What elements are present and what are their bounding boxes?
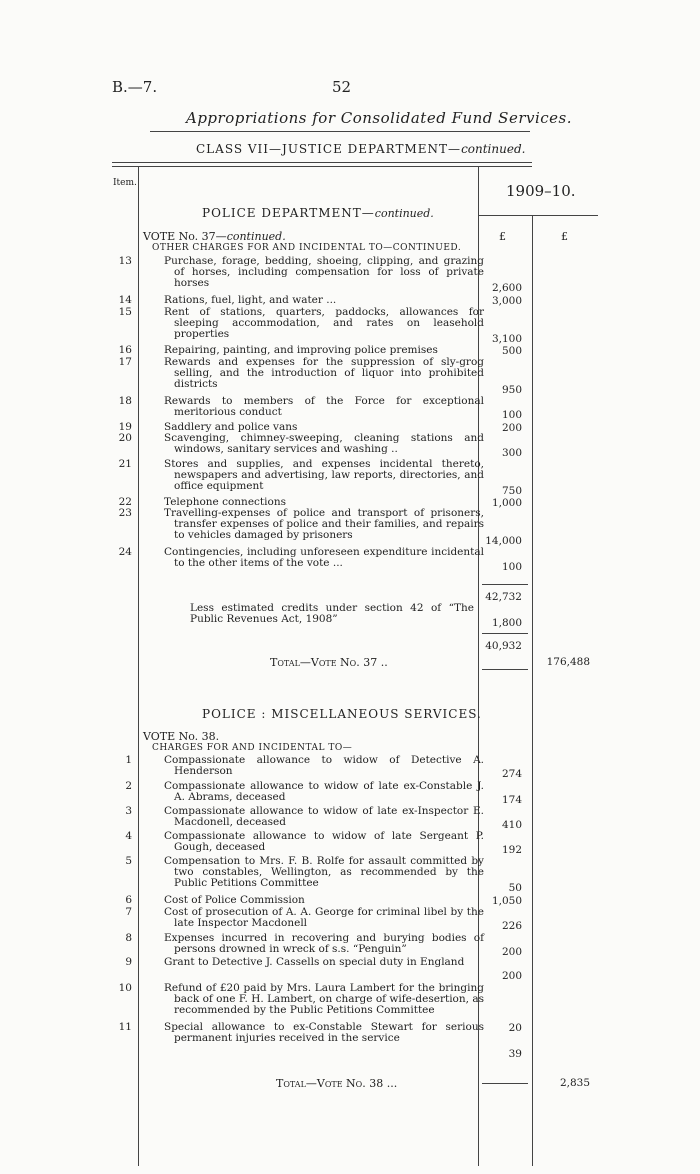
section-heading-cont: continued. <box>374 207 434 220</box>
item-amount: 3,000 <box>491 295 522 307</box>
item-number: 14 <box>118 294 132 306</box>
item-column-line <box>138 166 139 1166</box>
pound-sign-1: £ <box>499 230 506 243</box>
item-number: 22 <box>118 496 132 508</box>
item-amount: 1,000 <box>491 497 522 509</box>
vote-38-total-label: Total—Vote No. 38 ... <box>276 1077 398 1090</box>
item-amount: 2,600 <box>491 282 522 294</box>
item-number: 19 <box>118 421 132 433</box>
item-amount: 200 <box>501 970 522 982</box>
item-description: Purchase, forage, bedding, shoeing, clipping, and grazing of horses, including compensation for loss of private horses <box>164 255 484 290</box>
item-amount: 174 <box>501 794 522 806</box>
item-amount: 274 <box>501 768 522 780</box>
vote-37-total: 176,488 <box>546 656 590 668</box>
item-description: Rations, fuel, light, and water ... <box>164 294 337 306</box>
section-heading-misc: POLICE : MISCELLANEOUS SERVICES. <box>202 707 482 721</box>
item-description: Rewards to members of the Force for exceptional meritorious conduct <box>164 395 484 419</box>
item-number: 13 <box>118 255 132 267</box>
item-number: 11 <box>118 1021 132 1033</box>
section-heading-text: POLICE DEPARTMENT— <box>202 206 375 220</box>
item-number: 7 <box>125 906 132 918</box>
item-number: 4 <box>125 830 132 842</box>
item-amount: 200 <box>501 946 522 958</box>
item-description: Rewards and expenses for the suppression of sly-grog selling, and the introduction of liquor into prohibited districts <box>164 356 484 391</box>
vote-37-text: VOTE No. 37— <box>143 230 227 243</box>
vote-38-heading: VOTE No. 38. <box>143 730 220 743</box>
table-top-rule <box>112 162 532 163</box>
net-rule <box>482 633 528 634</box>
item-amount: 1,050 <box>491 895 522 907</box>
item-column-header: Item. <box>113 178 137 188</box>
total-column-line <box>532 215 533 1166</box>
document-reference: B.—7. <box>112 78 158 96</box>
year-rule <box>478 215 598 216</box>
item-number: 20 <box>118 432 132 444</box>
item-description: Saddlery and police vans <box>164 421 298 433</box>
item-amount: 50 <box>508 882 522 894</box>
vote-38-subheading: CHARGES FOR AND INCIDENTAL TO— <box>152 743 353 753</box>
page-number: 52 <box>332 78 352 96</box>
section-heading-police <box>202 206 434 220</box>
item-number: 6 <box>125 894 132 906</box>
class-title-text: CLASS VII—JUSTICE DEPARTMENT— <box>196 142 462 156</box>
item-amount: 410 <box>501 819 522 831</box>
item-amount: 20 <box>508 1022 522 1034</box>
item-number: 8 <box>125 932 132 944</box>
item-number: 1 <box>125 754 132 766</box>
item-description: Travelling-expenses of police and transport of prisoners, transfer expenses of police and their families, and repairs to vehicles damaged by prisoners <box>164 507 484 542</box>
item-number: 5 <box>125 855 132 867</box>
vote-37-subtotal: 42,732 <box>485 591 522 603</box>
item-amount: 192 <box>501 844 522 856</box>
item-description: Refund of £20 paid by Mrs. Laura Lambert for the bringing back of one F. H. Lambert, on charge of wife-desertion, as recommended by the Public Petitions Committee <box>164 982 484 1017</box>
vote-37-subheading: OTHER CHARGES FOR AND INCIDENTAL TO—CONTINUED. <box>152 243 462 253</box>
class-title-cont: continued. <box>461 142 526 156</box>
item-description: Compassionate allowance to widow of Detective A. Henderson <box>164 754 484 778</box>
item-description: Cost of Police Commission <box>164 894 305 906</box>
vote-37-cont: continued. <box>226 230 286 243</box>
item-amount: 100 <box>501 409 522 421</box>
item-description: Compassionate allowance to widow of late Sergeant P. Gough, deceased <box>164 830 484 854</box>
item-description: Grant to Detective J. Cassells on special duty in England <box>164 956 465 968</box>
item-amount: 14,000 <box>485 535 522 547</box>
item-amount: 300 <box>501 447 522 459</box>
item-amount: 200 <box>501 422 522 434</box>
item-number: 10 <box>118 982 132 994</box>
item-number: 18 <box>118 395 132 407</box>
vote-38-total-rule <box>482 1083 528 1084</box>
pound-sign-2: £ <box>561 230 568 243</box>
item-number: 15 <box>118 306 132 318</box>
item-description: Compensation to Mrs. F. B. Rolfe for assault committed by two constables, Wellington, as recommended by the Public Petitions Committee <box>164 855 484 890</box>
less-credits-text: Less estimated credits under section 42 of “The Public Revenues Act, 1908” <box>190 602 474 626</box>
item-number: 23 <box>118 507 132 519</box>
item-description: Repairing, painting, and improving police premises <box>164 344 438 356</box>
item-amount: 950 <box>501 384 522 396</box>
item-description: Cost of prosecution of A. A. George for criminal libel by the late Inspector Macdonell <box>164 906 484 930</box>
total-rule <box>482 669 528 670</box>
item-number: 2 <box>125 780 132 792</box>
item-description: Compassionate allowance to widow of late ex-Inspector E. Macdonell, deceased <box>164 805 484 829</box>
title-rule <box>150 131 530 132</box>
less-credits-amount: 1,800 <box>491 617 522 629</box>
item-amount: 39 <box>508 1048 522 1060</box>
subtotal-rule <box>482 584 528 585</box>
item-description: Stores and supplies, and expenses incidental thereto, newspapers and advertising, law reports, directories, and office equipment <box>164 458 484 493</box>
vote-37-net: 40,932 <box>485 640 522 652</box>
item-number: 16 <box>118 344 132 356</box>
item-description: Contingencies, including unforeseen expenditure incidental to the other items of the vote ... <box>164 546 484 570</box>
item-number: 9 <box>125 956 132 968</box>
item-number: 17 <box>118 356 132 368</box>
item-description: Telephone connections <box>164 496 286 508</box>
item-amount: 100 <box>501 561 522 573</box>
item-amount: 500 <box>501 345 522 357</box>
item-amount: 226 <box>501 920 522 932</box>
item-amount: 750 <box>501 485 522 497</box>
item-number: 3 <box>125 805 132 817</box>
item-description: Expenses incurred in recovering and burying bodies of persons drowned in wreck of s.s. “Penguin” <box>164 932 484 956</box>
vote-37-heading <box>143 230 286 243</box>
vote-38-total: 2,835 <box>559 1077 590 1089</box>
class-title <box>196 142 525 156</box>
table-top-rule-2 <box>112 166 532 167</box>
item-amount: 3,100 <box>491 333 522 345</box>
item-number: 21 <box>118 458 132 470</box>
page-title: Appropriations for Consolidated Fund Services. <box>186 109 573 127</box>
vote-37-total-label: Total—Vote No. 37 .. <box>270 656 388 669</box>
item-description: Scavenging, chimney-sweeping, cleaning stations and windows, sanitary services and washing .. <box>164 432 484 456</box>
item-description: Rent of stations, quarters, paddocks, allowances for sleeping accommodation, and rates on leasehold properties <box>164 306 484 341</box>
item-description: Compassionate allowance to widow of late ex-Constable J. A. Abrams, deceased <box>164 780 484 804</box>
year-header: 1909–10. <box>506 182 576 200</box>
item-description: Special allowance to ex-Constable Stewart for serious permanent injuries received in the service <box>164 1021 484 1045</box>
item-number: 24 <box>118 546 132 558</box>
